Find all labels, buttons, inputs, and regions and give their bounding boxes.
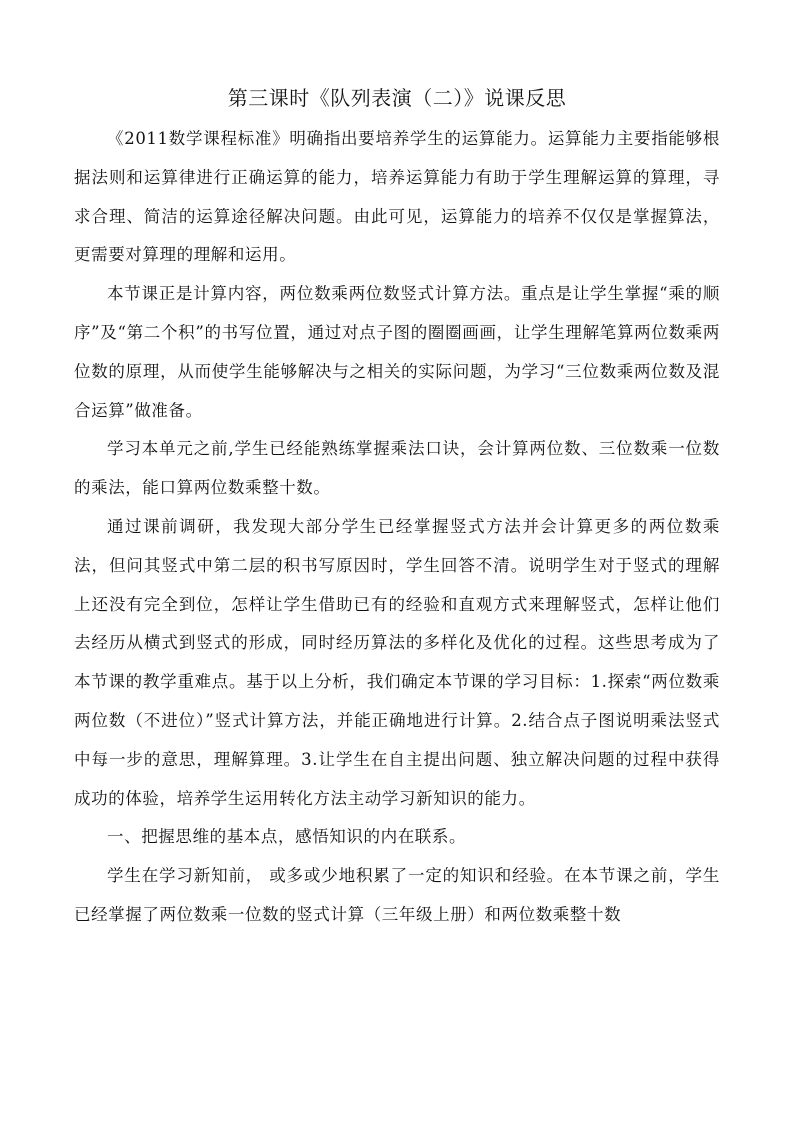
section-heading-one: 一、把握思维的基本点，感悟知识的内在联系。	[107, 827, 467, 847]
document-title: 第三课时《队列表演（二）》说课反思	[227, 86, 567, 110]
paragraph-prior-knowledge: 学习本单元之前,学生已经能熟练掌握乘法口诀，会计算两位数、三位数乘一位数的乘法，能口算两位数乘整十数。	[74, 439, 720, 498]
paragraph-survey-and-goals: 通过课前调研，我发现大部分学生已经掌握竖式方法并会计算更多的两位数乘法，但问其竖式中第二层的积书写原因时，学生回答不清。说明学生对于竖式的理解上还没有完全到位，怎样让学生借助已有的经验和直观方式来理解竖式，怎样让他们去经历从横式到竖式的形成，同时经历算法的多样化及优化的过程。这些思考成为了本节课的教学重难点。基于以上分析，我们确定本节课的学习目标：1.探索“两位数乘两位数（不进位）”竖式计算方法，并能正确地进行计算。2.结合点子图说明乘法竖式中每一步的意思，理解算理。3.让学生在自主提出问题、独立解决问题的过程中获得成功的体验，培养学生运用转化方法主动学习新知识的能力。	[74, 516, 720, 808]
paragraph-curriculum-standard: 《2011数学课程标准》明确指出要培养学生的运算能力。运算能力主要指能够根据法则和运算律进行正确运算的能力，培养运算能力有助于学生理解运算的算理，寻求合理、简洁的运算途径解决问题。由此可见，运算能力的培养不仅仅是掌握算法，更需要对算理的理解和运用。	[74, 129, 720, 265]
document-body	[74, 80, 720, 935]
paragraph-lesson-content: 本节课正是计算内容，两位数乘两位数竖式计算方法。重点是让学生掌握“乘的顺序”及“第二个积”的书写位置，通过对点子图的圈圈画画，让学生理解笔算两位数乘两位数的原理，从而使学生能够解决与之相关的实际问题，为学习“三位数乘两位数及混合运算”做准备。	[74, 284, 720, 420]
paragraph-prior-experience: 学生在学习新知前， 或多或少地积累了一定的知识和经验。在本节课之前，学生已经掌握了两位数乘一位数的竖式计算（三年级上册）和两位数乘整十数	[74, 866, 720, 924]
